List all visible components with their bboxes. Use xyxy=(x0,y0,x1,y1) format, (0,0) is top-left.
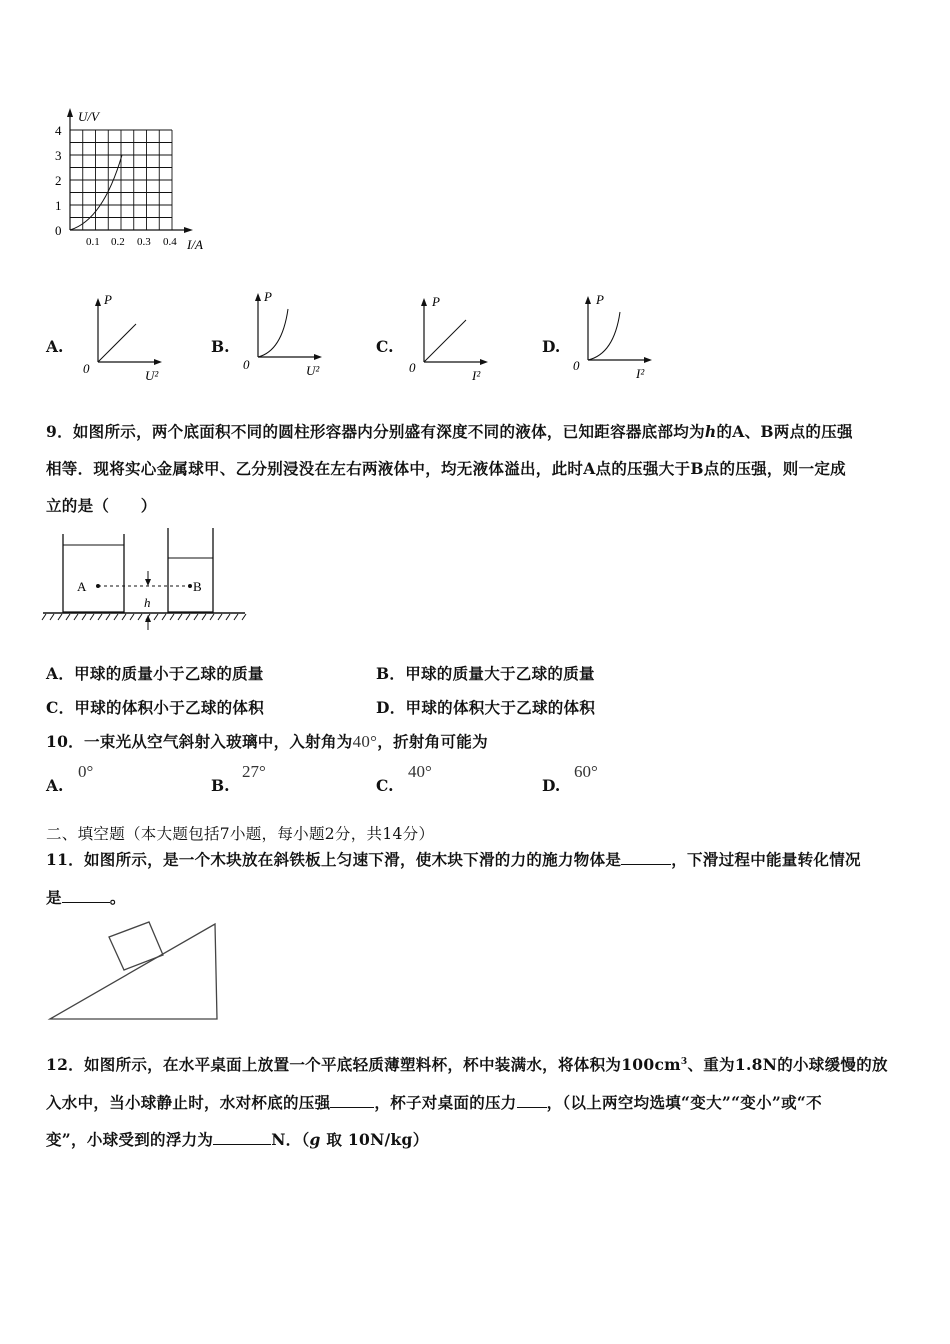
q9-option-b[interactable]: B．甲球的质量大于乙球的质量 xyxy=(376,664,595,683)
point-b-dot xyxy=(188,584,192,588)
u-i-graph xyxy=(48,105,218,255)
svg-text:I²: I² xyxy=(636,366,645,381)
q10-option-b-value[interactable]: 27° xyxy=(242,762,266,781)
q9-line2: 相等．现将实心金属球甲、乙分别浸没在左右两液体中，均无液体溢出，此时A点的压强大于B点的压强，则一定成 xyxy=(46,459,846,478)
x-tick: 0.3 xyxy=(137,236,151,248)
y-axis-label: U/V xyxy=(78,109,99,124)
incline-triangle xyxy=(50,924,217,1019)
option-graph-c[interactable] xyxy=(406,290,496,385)
q9-option-c[interactable]: C．甲球的体积小于乙球的体积 xyxy=(46,698,265,717)
x-axis-arrow-icon xyxy=(184,227,193,233)
containers-figure xyxy=(40,522,250,632)
q10-option-d-value[interactable]: 60° xyxy=(574,762,598,781)
x-tick: 0.2 xyxy=(111,236,125,248)
point-a-label: A xyxy=(77,579,87,594)
x-axis-label: I/A xyxy=(187,237,203,252)
incident-angle: 40° xyxy=(352,732,378,751)
x-tick: 0.4 xyxy=(163,236,177,248)
q9-line1: 9．如图所示，两个底面积不同的圆柱形容器内分别盛有深度不同的液体，已知距容器底部均为h的A、B两点的压强 xyxy=(46,422,853,441)
wood-block xyxy=(109,922,163,970)
q10-option-c-value[interactable]: 40° xyxy=(408,762,432,781)
q9-option-d[interactable]: D．甲球的体积大于乙球的体积 xyxy=(376,698,596,717)
svg-text:P: P xyxy=(104,292,112,307)
q12-blank-1[interactable] xyxy=(330,1093,374,1108)
q11-line1: 11．如图所示，是一个木块放在斜铁板上匀速下滑，使木块下滑的力的施力物体是 ，下滑过程中能量转化情况 xyxy=(46,850,861,869)
svg-text:P: P xyxy=(432,294,440,309)
q10-option-a-value[interactable]: 0° xyxy=(78,762,94,781)
svg-text:0: 0 xyxy=(573,358,580,373)
y-tick: 2 xyxy=(55,173,62,188)
height-label: h xyxy=(144,595,151,610)
point-a-dot xyxy=(96,584,100,588)
point-b-label: B xyxy=(193,579,202,594)
svg-text:0: 0 xyxy=(409,360,416,375)
option-graph-d[interactable] xyxy=(570,288,660,383)
q12-line2: 入水中，当小球静止时，水对杯底的压强 ，杯子对桌面的压力 ，（以上两空均选填“变大”“变小”或“不 xyxy=(46,1093,822,1112)
option-letter: D. xyxy=(542,776,561,795)
q9-line3: 立的是（ ） xyxy=(46,496,157,515)
option-letter: B. xyxy=(211,776,230,795)
y-tick: 0 xyxy=(55,223,62,238)
q11-line2: 是 。 xyxy=(46,888,126,907)
arrow-down-icon xyxy=(145,579,151,586)
incline-figure xyxy=(44,915,224,1025)
var-h: h xyxy=(704,422,717,441)
q12-line1: 12．如图所示，在水平桌面上放置一个平底轻质薄塑料杯，杯中装满水，将体积为$100cm^3$、重为1.8N的小球缓慢的放 xyxy=(46,1055,888,1074)
svg-text:0: 0 xyxy=(243,357,250,372)
y-axis-arrow-icon xyxy=(67,108,73,117)
q10-stem: 10．一束光从空气斜射入玻璃中，入射角为40°，折射角可能为 xyxy=(46,732,488,751)
svg-text:I²: I² xyxy=(472,368,481,383)
y-tick: 4 xyxy=(55,123,62,138)
option-letter: B. xyxy=(211,337,230,356)
section-heading: 二、填空题（本大题包括7小题，每小题2分，共14分） xyxy=(46,825,435,843)
svg-text:P: P xyxy=(596,292,604,307)
svg-text:0: 0 xyxy=(83,361,90,376)
option-graph-b[interactable] xyxy=(240,285,330,380)
q12-blank-3[interactable] xyxy=(213,1130,271,1145)
svg-text:U²: U² xyxy=(306,363,320,378)
option-graph-a[interactable] xyxy=(80,290,170,385)
q11-blank-1[interactable] xyxy=(621,850,671,865)
option-letter: D. xyxy=(542,337,561,356)
option-letter: C. xyxy=(376,776,394,795)
option-letter: A. xyxy=(46,337,64,356)
y-tick: 1 xyxy=(55,198,62,213)
svg-text:P: P xyxy=(264,289,272,304)
q9-option-a[interactable]: A．甲球的质量小于乙球的质量 xyxy=(46,664,264,683)
q12-line3: 变”，小球受到的浮力为 N．（g 取 10N/kg） xyxy=(46,1130,429,1149)
option-letter: A. xyxy=(46,776,64,795)
option-letter: C. xyxy=(376,337,394,356)
y-tick: 3 xyxy=(55,148,62,163)
q11-blank-2[interactable] xyxy=(62,888,110,903)
arrow-up-icon xyxy=(145,615,151,622)
x-tick: 0.1 xyxy=(86,236,100,248)
q12-blank-2[interactable] xyxy=(517,1093,547,1108)
svg-text:U²: U² xyxy=(145,368,159,383)
